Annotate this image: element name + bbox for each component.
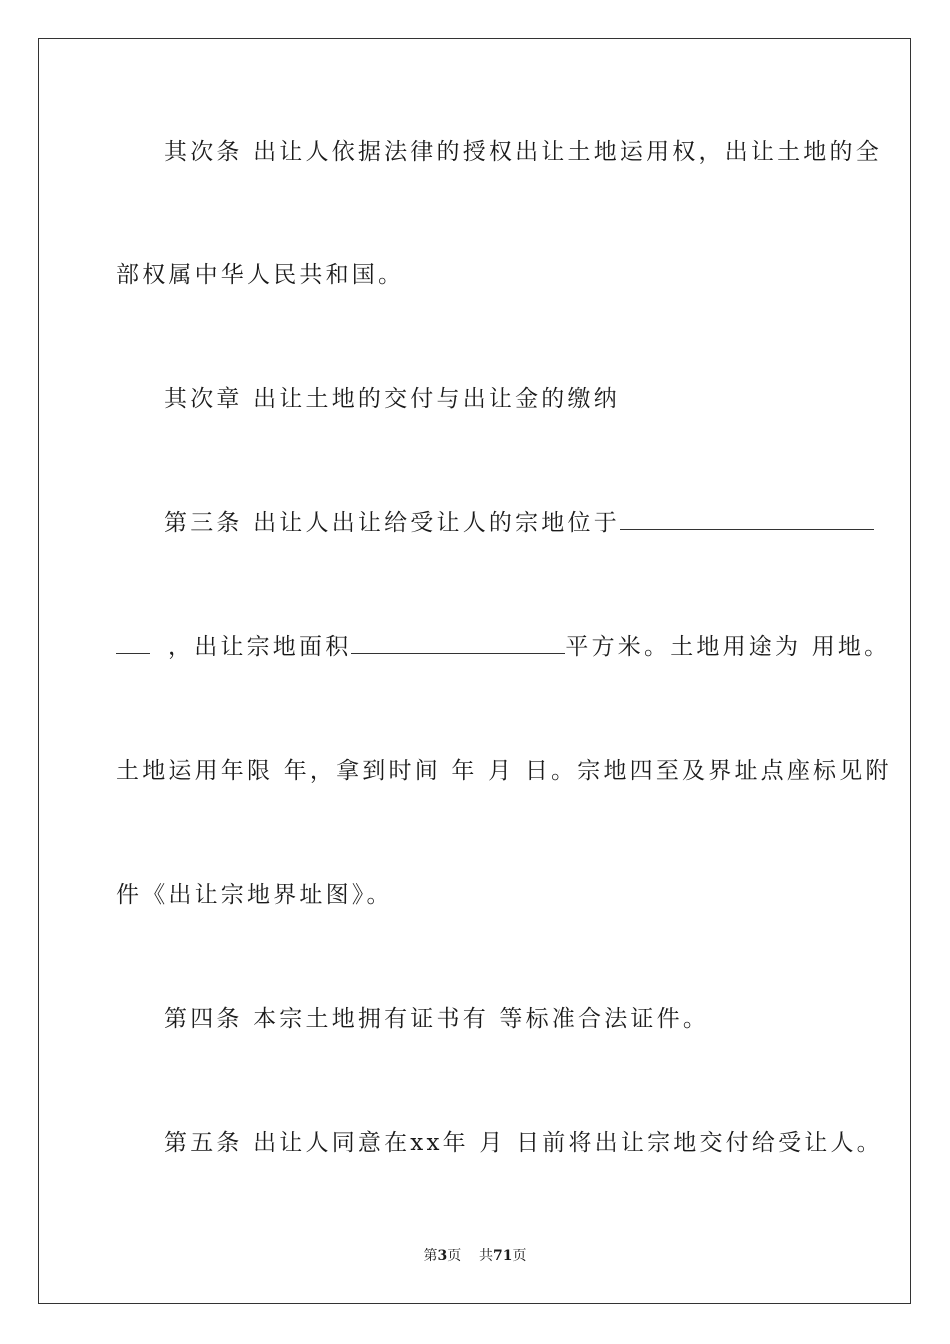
page-number: 3 — [437, 1248, 448, 1264]
page-border — [38, 38, 911, 1304]
article-3-line-1 — [164, 508, 874, 538]
article-3-line-4: 件《出让宗地界址图》。 — [116, 882, 393, 908]
area-unit-and-usage: 平方米。土地用途为 用地。 — [565, 634, 891, 660]
total-suffix: 页 — [512, 1248, 527, 1264]
location-blank — [620, 509, 874, 530]
article-3-line-2 — [116, 632, 890, 662]
page-footer — [0, 1245, 950, 1265]
page-suffix: 页 — [447, 1248, 462, 1264]
area-blank — [351, 633, 565, 654]
article-5: 第五条 出让人同意在xx年 月 日前将出让宗地交付给受让人。 — [164, 1130, 883, 1156]
article-4: 第四条 本宗土地拥有证书有 等标准合法证件。 — [164, 1006, 710, 1032]
area-label: ，出让宗地面积 — [168, 634, 352, 660]
location-blank-continued — [116, 633, 150, 654]
article-3-text: 第三条 出让人出让给受让人的宗地位于 — [164, 510, 620, 536]
page-prefix: 第 — [423, 1248, 438, 1264]
total-prefix: 共 — [479, 1248, 494, 1264]
article-3-line-3: 土地运用年限 年，拿到时间 年 月 日。宗地四至及界址点座标见附 — [116, 758, 892, 784]
total-pages: 71 — [493, 1248, 513, 1264]
chapter-2-heading: 其次章 出让土地的交付与出让金的缴纳 — [164, 386, 620, 412]
article-2-line-1: 其次条 出让人依据法律的授权出让土地运用权，出让土地的全 — [164, 139, 882, 165]
article-2-line-2: 部权属中华人民共和国。 — [116, 262, 405, 288]
